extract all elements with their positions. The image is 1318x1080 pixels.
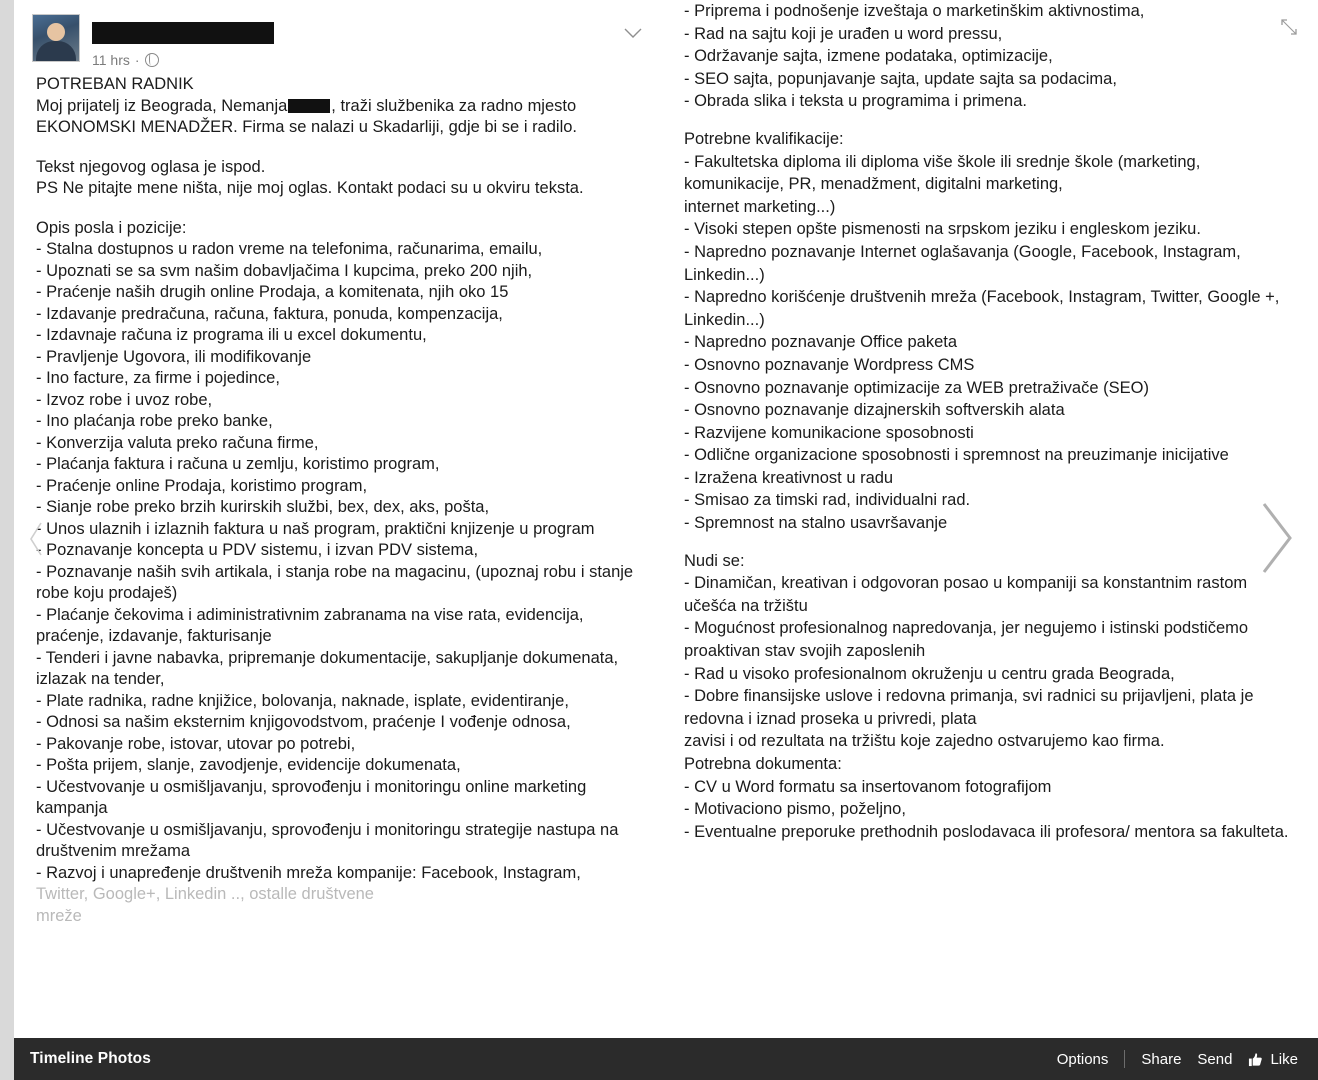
post-line-25: - Pakovanje robe, istovar, utovar po potrebi, (36, 734, 356, 753)
post-line-20: - Poznavanje naših svih artikala, i stanja robe na magacinu, (upoznaj robu i stanje robe koju prodaješ) (36, 562, 634, 602)
post-line-2: Tekst njegovog oglasa je ispod. (36, 157, 266, 176)
post-line-3: PS Ne pitajte mene ništa, nije moj oglas. Kontakt podaci su u okviru teksta. (36, 179, 584, 197)
right-line-29: - Eventualne preporuke prethodnih poslodavaca ili profesora/ mentora sa fakulteta. (684, 822, 1289, 841)
post-line-8: - Izdavanje predračuna, računa, faktura, ponuda, kompenzacija, (36, 304, 503, 323)
expand-icon[interactable] (1280, 18, 1298, 36)
post-line-29: - Razvoj i unapređenje društvenih mreža kompanije: Facebook, Instagram, (36, 863, 581, 882)
chevron-down-icon[interactable] (624, 28, 642, 38)
post-line-17: - Sianje robe preko brzih kurirskih službi, bex, dex, aks, pošta, (36, 498, 490, 516)
post-line-title: POTREBAN RADNIK (36, 75, 194, 93)
post-line-16: - Praćenje online Prodaja, koristimo program, (36, 476, 368, 495)
post-line-21: - Plaćanje čekovima i adiministrativnim zabranama na vise rata, evidencija, praćenje, izdavanje, fakturisanje (36, 605, 584, 645)
post-line-26: - Pošta prijem, slanje, zavodjenje, evidencije dokumenata, (36, 756, 461, 774)
photo-bottom-bar (14, 1038, 1318, 1080)
post-line-15: - Plaćanja faktura i računa u zemlju, koristimo program, (36, 455, 440, 473)
post-line-30: Twitter, Google+, Linkedin .., ostalle društvene (36, 885, 374, 903)
right-line-6: - Fakultetska diploma ili diploma više škole ili srednje škole (marketing, komunikacije, PR, menadžment, digitalni marketing, (684, 152, 1201, 194)
post-line-22: - Tenderi i javne nabavka, pripremanje dokumentacije, sakupljanje dokumenata, izlazak na tender, (36, 648, 619, 688)
post-line-18: - Unos ulaznih i izlaznih faktura u naš program, praktični knjizenje u program (36, 519, 595, 538)
right-line-12: - Osnovno poznavanje Wordpress CMS (684, 355, 975, 374)
right-line-20: Nudi se: (684, 551, 745, 570)
right-line-28: - Motivaciono pismo, poželjno, (684, 800, 906, 819)
globe-icon (145, 53, 159, 67)
post-line-9: - Izdavnaje računa iz programa ili u excel dokumentu, (36, 326, 427, 344)
right-line-26: Potrebna dokumenta: (684, 755, 842, 773)
post-line-4: Opis posla i pozicije: (36, 218, 187, 237)
options-button[interactable]: Options (1056, 1050, 1109, 1068)
photo-actions (1057, 1050, 1298, 1068)
avatar-body (36, 41, 76, 61)
chevron-right-icon[interactable] (1258, 500, 1296, 576)
right-line-3: - SEO sajta, popunjavanje sajta, update sajta sa podacima, (684, 69, 1117, 88)
post-line-19: - Poznavanje koncepta u PDV sistemu, i izvan PDV sistema, (36, 541, 479, 559)
redaction-block (288, 99, 330, 113)
post-line-14: - Konverzija valuta preko računa firme, (36, 433, 319, 452)
post-line-5: - Stalna dostupnos u radon vreme na telefonima, računarima, emailu, (36, 240, 543, 258)
post-line-23: - Plate radnika, radne knjižice, bolovanja, naknade, isplate, evidentiranje, (36, 691, 569, 710)
right-line-8: - Visoki stepen opšte pismenosti na srpskom jeziku i engleskom jeziku. (684, 220, 1201, 239)
right-line-24: - Dobre finansijske uslove i redovna primanja, svi radnici su prijavljeni, plata je redovna i iznad proseka u privredi, plata (684, 687, 1254, 728)
photo-title: Timeline Photos (30, 1050, 151, 1067)
right-line-4: - Obrada slika i teksta u programima i primena. (684, 92, 1027, 111)
right-line-9: - Napredno poznavanje Internet oglašavanja (Google, Facebook, Instagram, Linkedin...) (684, 242, 1241, 284)
avatar[interactable] (32, 14, 80, 62)
right-line-0: - Priprema i podnošenje izveštaja o marketinškim aktivnostima, (684, 2, 1145, 20)
right-line-1: - Rad na sajtu koji je urađen u word pressu, (684, 24, 1003, 43)
right-line-25: zavisi i od rezultata na tržištu koje zajedno ostvarujemo kao firma. (684, 732, 1165, 751)
author-name-redacted[interactable] (92, 22, 274, 44)
post-line-27: - Učestvovanje u osmišljavanju, sprovođenju i monitoringu online marketing kampanja (36, 777, 587, 817)
post-line-28: - Učestvovanje u osmišljavanju, sprovođenju i monitoringu strategije nastupa na društvenim mrežama (36, 820, 619, 860)
right-line-2: - Održavanje sajta, izmene podataka, optimizacije, (684, 47, 1053, 66)
post-line-13: - Ino plaćanja robe preko banke, (36, 412, 273, 430)
right-line-18: - Smisao za timski rad, individualni rad. (684, 491, 971, 510)
post-line-7: - Praćenje naših drugih online Prodaja, a komitenata, njih oko 15 (36, 283, 509, 301)
like-button[interactable] (1248, 1051, 1298, 1068)
post-meta (92, 52, 159, 68)
right-line-21: - Dinamičan, kreativan i odgovoran posao u kompaniji sa konstantnim rastom učešća na tržištu (684, 574, 1248, 615)
right-line-23: - Rad u visoko profesionalnom okruženju u centru grada Beograda, (684, 664, 1175, 683)
left-gutter (0, 0, 14, 1080)
right-line-13: - Osnovno poznavanje optimizacije za WEB pretraživače (SEO) (684, 378, 1149, 397)
post-line-11: - Ino facture, za firme i pojedince, (36, 369, 280, 387)
right-line-19: - Spremnost na stalno usavršavanje (684, 514, 948, 533)
post-line-10: - Pravljenje Ugovora, ili modifikovanje (36, 347, 312, 366)
separator-dot: · (134, 52, 140, 68)
post-line-1: Moj prijatelj iz Beograda, Nemanja , traži službenika za radno mjesto EKONOMSKI MENADŽER. Firma se nalazi u Skadarliji, gdje bi se i radilo. (36, 96, 578, 136)
right-line-15: - Razvijene komunikacione sposobnosti (684, 423, 974, 442)
right-line-10: - Napredno korišćenje društvenih mreža (Facebook, Instagram, Twitter, Google +, Linkedin...) (684, 288, 1280, 329)
post-line-31: mreže (36, 906, 82, 925)
like-label: Like (1270, 1050, 1298, 1068)
post-body (14, 74, 660, 927)
share-button[interactable]: Share (1141, 1050, 1182, 1068)
right-line-17: - Izražena kreativnost u radu (684, 468, 894, 487)
right-line-27: - CV u Word formatu sa insertovanom fotografijom (684, 777, 1052, 796)
chevron-left-icon[interactable] (28, 522, 44, 556)
right-line-7: internet marketing...) (684, 197, 836, 216)
thumbs-up-icon (1248, 1052, 1263, 1067)
post-line-12: - Izvoz robe i uvoz robe, (36, 390, 213, 409)
right-line-5: Potrebne kvalifikacije: (684, 129, 844, 148)
right-line-14: - Osnovno poznavanje dizajnerskih softverskih alata (684, 401, 1065, 420)
avatar-head (47, 23, 65, 41)
send-button[interactable]: Send (1197, 1050, 1233, 1068)
right-line-11: - Napredno poznavanje Office paketa (684, 333, 958, 352)
post-line-6: - Upoznati se sa svm našim dobavljačima I kupcima, preko 200 njih, (36, 261, 533, 280)
post-text-column-right (660, 0, 1318, 1038)
action-divider (1124, 1050, 1125, 1068)
post-header (14, 0, 660, 74)
post-timestamp[interactable]: 11 hrs (92, 52, 130, 68)
bottom-left-gutter (0, 1038, 14, 1080)
post-text-column (14, 0, 661, 1038)
right-line-22: - Mogućnost profesionalnog napredovanja, jer negujemo i istinski podstičemo proaktivan stav svojih zaposlenih (684, 619, 1249, 661)
post-line-24: - Odnosi sa našim eksternim knjigovodstvom, praćenje I vođenje odnosa, (36, 713, 571, 731)
right-line-16: - Odlične organizacione sposobnosti i spremnost na preuzimanje inicijative (684, 446, 1229, 465)
